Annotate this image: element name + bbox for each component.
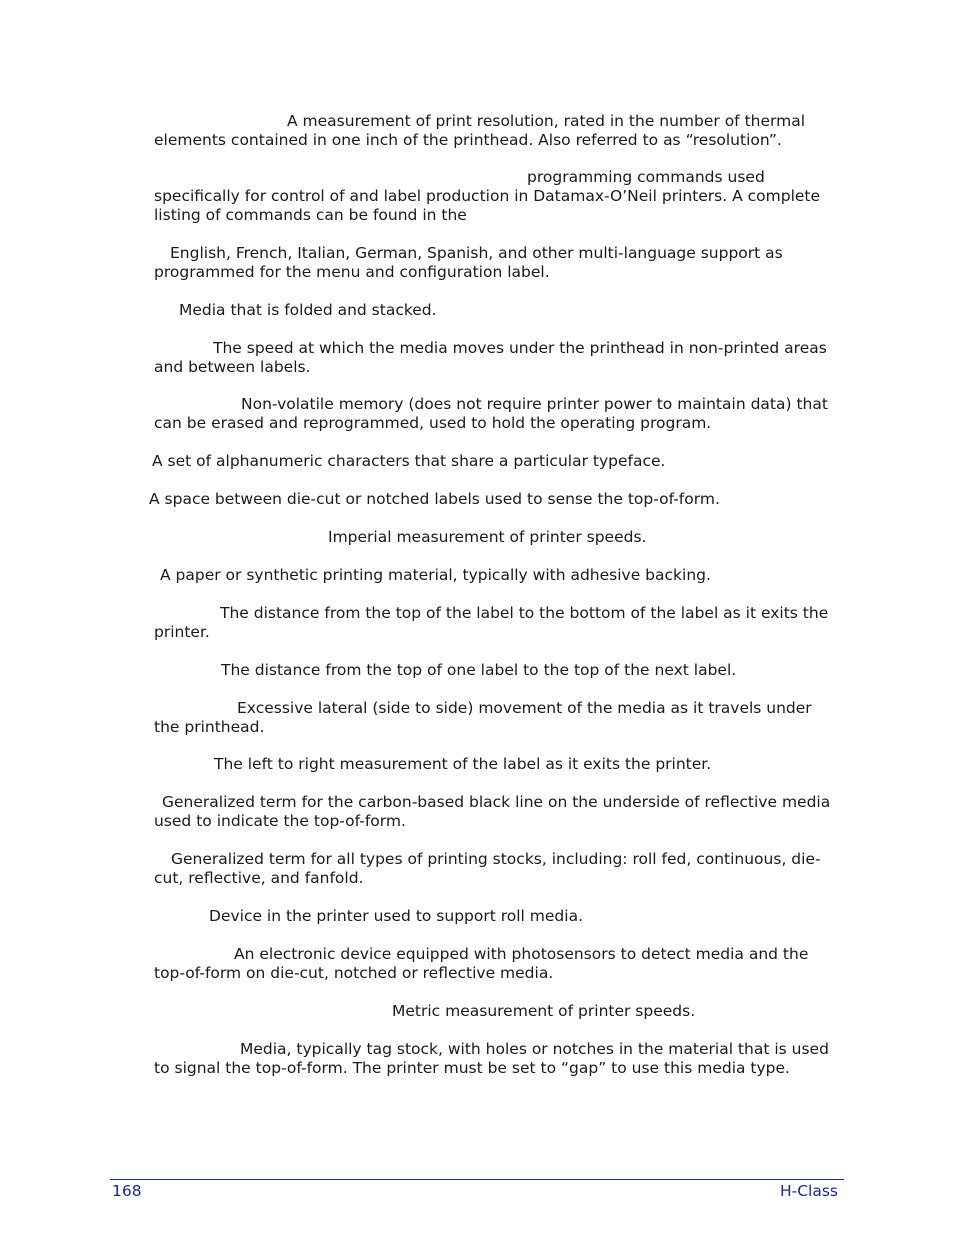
entry-line: elements contained in one inch of the printhead. Also referred to as “resolution”.	[154, 131, 782, 149]
glossary-entry-dpl	[154, 168, 844, 225]
page-number: 168	[112, 1182, 142, 1200]
glossary-entry-mms	[154, 1002, 844, 1021]
glossary-entry-feed-speed	[154, 339, 844, 377]
entry-line: An electronic device equipped with photosensors to detect media and the	[234, 945, 809, 963]
entry-line: Non-volatile memory (does not require printer power to maintain data) that	[241, 395, 828, 413]
entry-line: can be erased and reprogrammed, used to hold the operating program.	[154, 414, 712, 432]
glossary-entry-ips	[154, 528, 844, 547]
entry-line: programmed for the menu and configuration label.	[154, 263, 550, 281]
entry-line: to signal the top-of-form. The printer must be set to “gap” to use this media type.	[154, 1059, 790, 1077]
glossary-entry-flash-memory	[154, 395, 844, 433]
entry-line: The speed at which the media moves under the printhead in non-printed areas	[213, 339, 827, 357]
entry-line: Imperial measurement of printer speeds.	[328, 528, 647, 546]
entry-line: Excessive lateral (side to side) movement of the media as it travels under	[237, 699, 812, 717]
glossary-entry-label	[154, 566, 844, 585]
entry-line: programming commands used	[527, 168, 765, 186]
entry-line: and between labels.	[154, 358, 311, 376]
glossary-entry-font	[152, 452, 842, 471]
entry-line: Device in the printer used to support roll media.	[209, 907, 583, 925]
entry-line: The distance from the top of one label to the top of the next label.	[221, 661, 737, 679]
glossary-entry-media-sensor	[154, 945, 844, 983]
entry-line: top-of-form on die-cut, notched or reflective media.	[154, 964, 554, 982]
entry-line: English, French, Italian, German, Spanish, and other multi-language support as	[170, 244, 783, 262]
entry-line: A measurement of print resolution, rated in the number of thermal	[287, 112, 806, 130]
glossary-entry-label-length	[154, 604, 844, 642]
entry-line: A set of alphanumeric characters that share a particular typeface.	[152, 452, 666, 470]
glossary-entry-label-width	[154, 755, 844, 774]
entry-line: printer.	[154, 623, 210, 641]
entry-line: A space between die-cut or notched labels used to sense the top-of-form.	[149, 490, 720, 508]
entry-line: The distance from the top of the label to the bottom of the label as it exits the	[220, 604, 829, 622]
glossary-entry-mark	[154, 793, 844, 831]
entry-line: Metric measurement of printer speeds.	[392, 1002, 696, 1020]
glossary-entry-media	[154, 850, 844, 888]
entry-line: Media that is folded and stacked.	[179, 301, 437, 319]
entry-line: used to indicate the top-of-form.	[154, 812, 406, 830]
entry-line: the printhead.	[154, 718, 265, 736]
product-name: H-Class	[779, 1182, 838, 1200]
glossary-entry-fanfold	[154, 301, 844, 320]
entry-line: Generalized term for all types of printing stocks, including: roll fed, continuous, die-	[171, 850, 821, 868]
glossary-entry-dot-density	[154, 112, 844, 150]
entry-line: Generalized term for the carbon-based black line on the underside of reflective media	[162, 793, 831, 811]
entry-line: cut, reflective, and fanfold.	[154, 869, 364, 887]
glossary-entry-notched-stock	[154, 1040, 844, 1078]
glossary-entry-label-repeat	[154, 661, 844, 680]
glossary-entry-media-hanger	[154, 907, 844, 926]
glossary-entry-eln	[154, 244, 844, 282]
entry-line: A paper or synthetic printing material, typically with adhesive backing.	[160, 566, 711, 584]
entry-line: listing of commands can be found in the	[154, 206, 467, 224]
glossary-entry-gap	[149, 490, 839, 509]
entry-line: The left to right measurement of the label as it exits the printer.	[214, 755, 712, 773]
entry-line: Media, typically tag stock, with holes or notches in the material that is used	[240, 1040, 829, 1058]
glossary-entry-label-tracking	[154, 699, 844, 737]
footer-divider	[110, 1179, 844, 1180]
entry-line: specifically for control of and label production in Datamax-O’Neil printers. A complete	[154, 187, 821, 205]
